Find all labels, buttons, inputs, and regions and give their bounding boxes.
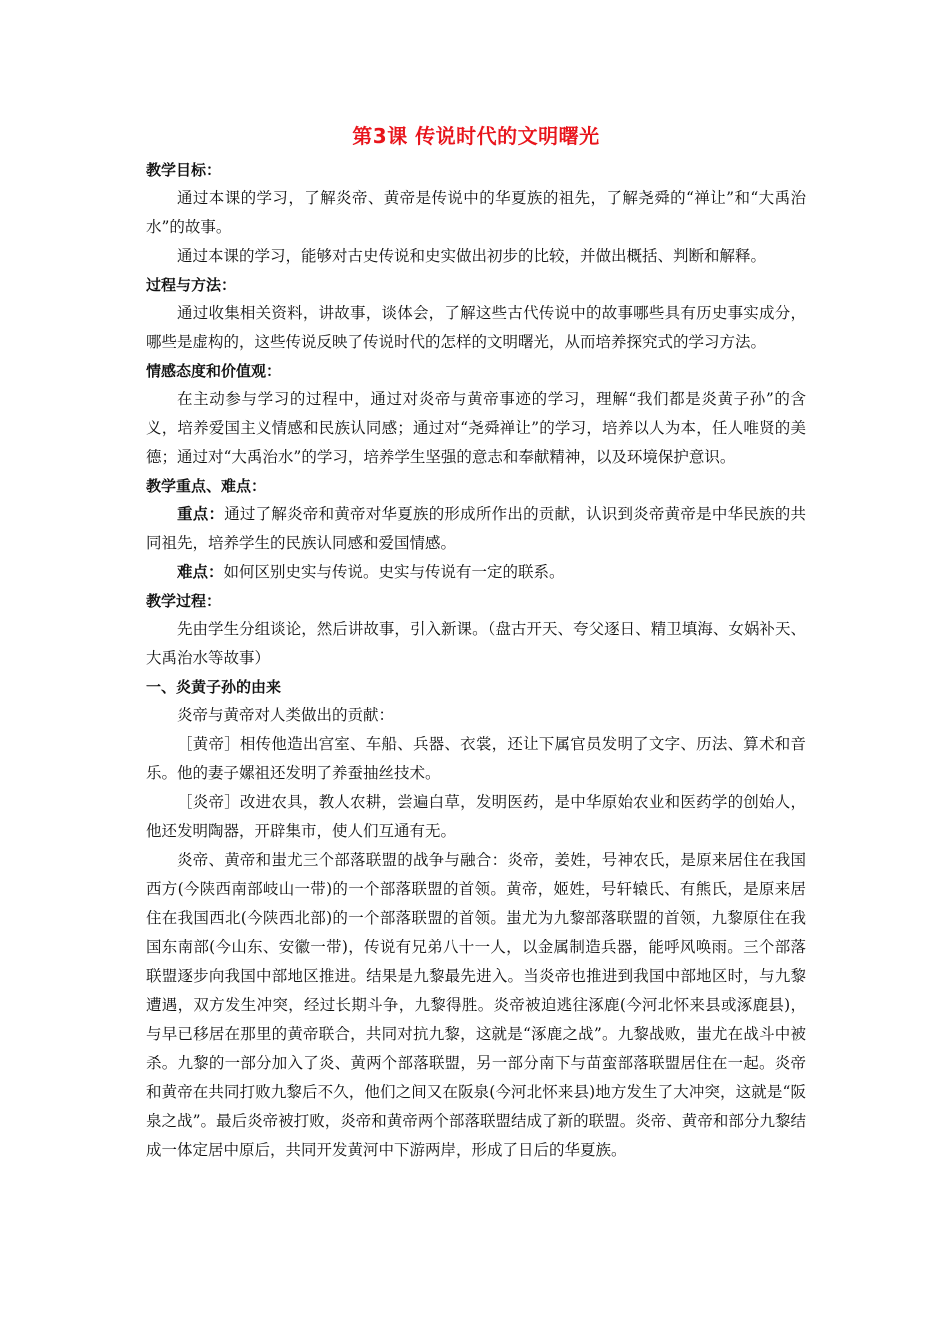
heading-part-1: 一、炎黄子孙的由来: [146, 678, 282, 696]
paragraph-war-and-fusion: 炎帝、黄帝和蚩尤三个部落联盟的战争与融合：炎帝，姜姓，号神农氏，是原来居住在我国西方(今陕西南部岐山一带)的一个部落联盟的首领。黄帝，姬姓，号轩辕氏、有熊氏，是原来居住在我国西北(今陕西北部)的一个部落联盟的首领。蚩尤为九黎部落联盟的首领，九黎原住在我国东南部(今山东、安徽一带)，传说有兄弟八十一人，以金属制造兵器，能呼风唤雨。三个部落联盟逐步向我国中部地区推进。结果是九黎最先进入。当炎帝也推进到我国中部地区时，与九黎遭遇，双方发生冲突，经过长期斗争，九黎得胜。炎帝被迫逃往涿鹿(今河北怀来县或涿鹿县)，与早已移居在那里的黄帝联合，共同对抗九黎，这就是“涿鹿之战”。九黎战败，蚩尤在战斗中被杀。九黎的一部分加入了炎、黄两个部落联盟，另一部分南下与苗蛮部落联盟居住在一起。炎帝和黄帝在共同打败九黎后不久，他们之间又在阪泉(今河北怀来县)地方发生了大冲突，这就是“阪泉之战”。最后炎帝被打败，炎帝和黄帝两个部落联盟结成了新的联盟。炎帝、黄帝和部分九黎结成一体定居中原后，共同开发黄河中下游两岸，形成了日后的华夏族。: [146, 851, 806, 1159]
paragraph-emotion-values: 在主动参与学习的过程中，通过对炎帝与黄帝事迹的学习，理解“我们都是炎黄子孙”的含义，培养爱国主义情感和民族认同感；通过对“尧舜禅让”的学习，培养以人为本，任人唯贤的美德；通过对“大禹治水”的学习，培养学生坚强的意志和奉献精神，以及环境保护意识。: [146, 390, 806, 466]
document-page: [146, 118, 806, 1165]
paragraph-key-point: [146, 500, 806, 558]
paragraph-goals-2: 通过本课的学习，能够对古史传说和史实做出初步的比较，并做出概括、判断和解释。: [177, 247, 767, 265]
heading-teaching-goals: 教学目标：: [146, 161, 222, 179]
paragraph-huangdi: ［黄帝］相传他造出宫室、车船、兵器、衣裳，还让下属官员发明了文字、历法、算术和音乐。他的妻子嫘祖还发明了养蚕抽丝技术。: [146, 735, 806, 782]
paragraph-teaching-process: 先由学生分组谈论，然后讲故事，引入新课。（盘古开天、夸父逐日、精卫填海、女娲补天、大禹治水等故事）: [146, 620, 806, 667]
paragraph-difficult-point: [146, 558, 806, 587]
difficult-point-label: 难点：: [177, 563, 224, 581]
heading-emotion-values: 情感态度和价值观：: [146, 362, 282, 380]
paragraph-goals-1: 通过本课的学习，了解炎帝、黄帝是传说中的华夏族的祖先，了解尧舜的“禅让”和“大禹治水”的故事。: [146, 189, 806, 236]
heading-key-difficult: 教学重点、难点：: [146, 477, 267, 495]
paragraph-yandi: ［炎帝］改进农具，教人农耕，尝遍白草，发明医药，是中华原始农业和医药学的创始人，他还发明陶器，开辟集市，使人们互通有无。: [146, 793, 806, 840]
page-title: 第3课 传说时代的文明曙光: [352, 124, 600, 148]
heading-process-method: 过程与方法：: [146, 276, 237, 294]
heading-teaching-process: 教学过程：: [146, 592, 222, 610]
difficult-point-text: 如何区别史实与传说。史实与传说有一定的联系。: [223, 563, 565, 581]
key-point-text: 通过了解炎帝和黄帝对华夏族的形成所作出的贡献，认识到炎帝黄帝是中华民族的共同祖先，培养学生的民族认同感和爱国情感。: [146, 505, 806, 552]
paragraph-process-method: 通过收集相关资料，讲故事，谈体会，了解这些古代传说中的故事哪些具有历史事实成分，哪些是虚构的，这些传说反映了传说时代的怎样的文明曙光，从而培养探究式的学习方法。: [146, 304, 806, 351]
key-point-label: 重点：: [177, 505, 225, 523]
paragraph-part1-intro: 炎帝与黄帝对人类做出的贡献：: [177, 706, 395, 724]
